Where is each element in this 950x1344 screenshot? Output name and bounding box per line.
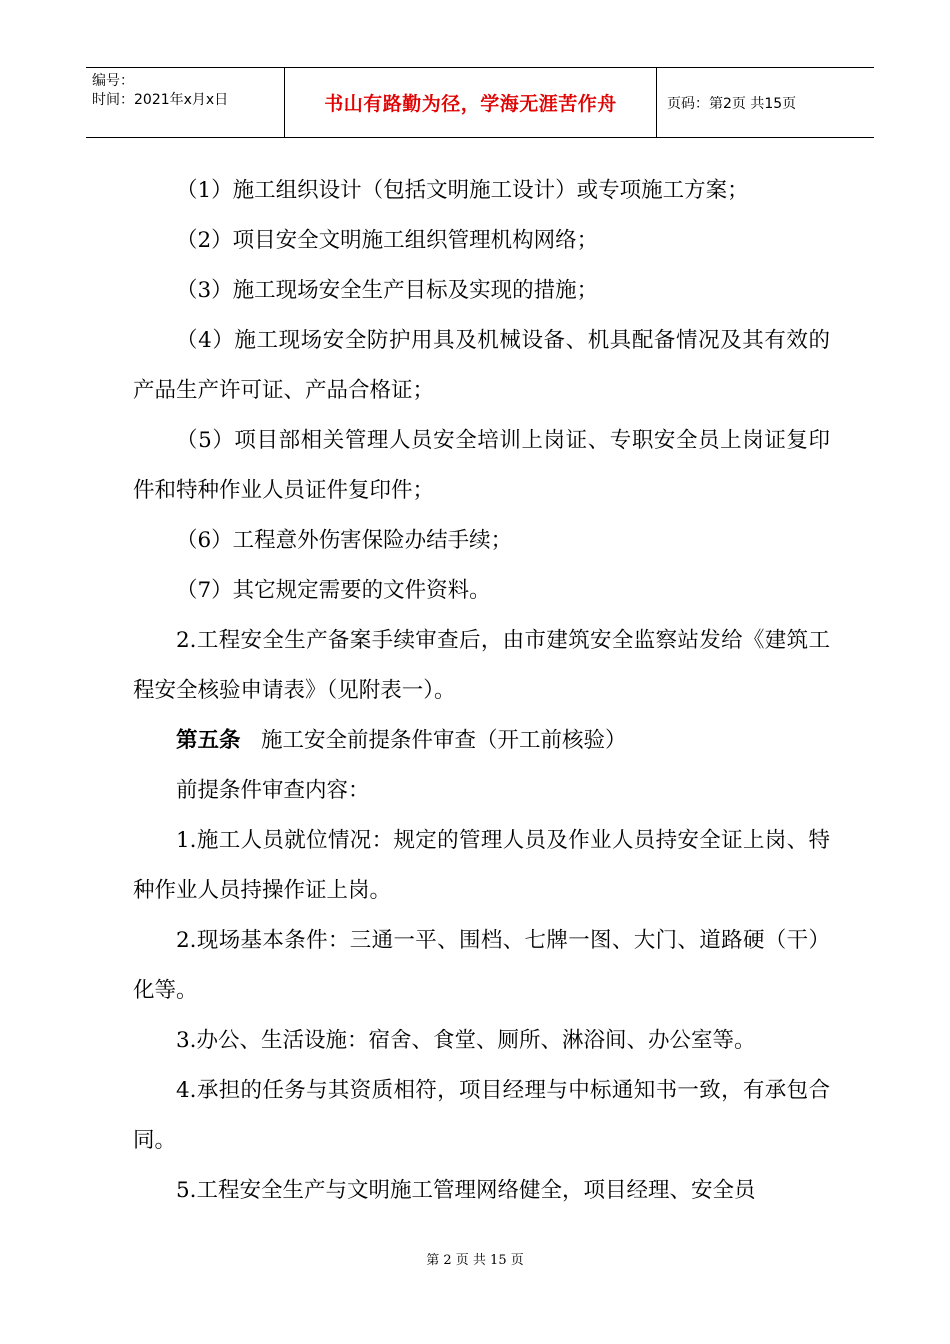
paragraph: （7）其它规定需要的文件资料。: [176, 578, 491, 603]
document-body: [133, 166, 830, 1216]
paragraph: （5）项目部相关管理人员安全培训上岗证、专职安全员上岗证复印件和特种作业人员证件复印件；: [133, 428, 830, 503]
page-header: [86, 67, 874, 138]
paragraph: （1）施工组织设计（包括文明施工设计）或专项施工方案；: [176, 178, 749, 203]
paragraph: 3.办公、生活设施：宿舍、食堂、厕所、淋浴间、办公室等。: [176, 1028, 756, 1053]
article-title: 施工安全前提条件审查（开工前核验）: [261, 728, 627, 753]
paragraph: （4）施工现场安全防护用具及机械设备、机具配备情况及其有效的产品生产许可证、产品合格证；: [133, 328, 830, 403]
paragraph: 1.施工人员就位情况：规定的管理人员及作业人员持安全证上岗、特种作业人员持操作证上岗。: [133, 828, 830, 903]
page-footer: 第 2 页 共 15 页: [426, 1253, 524, 1268]
paragraph: （3）施工现场安全生产目标及实现的措施；: [176, 278, 599, 303]
paragraph: 2.现场基本条件：三通一平、围档、七牌一图、大门、道路硬（干）化等。: [133, 928, 830, 1003]
article-label: 第五条: [176, 728, 241, 753]
paragraph: （2）项目安全文明施工组织管理机构网络；: [176, 228, 599, 253]
header-meta: [86, 68, 285, 137]
date-label: 时间：2021年x月x日: [92, 92, 229, 108]
article-heading: [133, 716, 830, 766]
number-label: 编号：: [92, 73, 134, 89]
header-page-number: 页码：第2页 共15页: [667, 95, 797, 112]
paragraph: 5.工程安全生产与文明施工管理网络健全，项目经理、安全员: [176, 1178, 756, 1203]
paragraph: 4.承担的任务与其资质相符，项目经理与中标通知书一致，有承包合同。: [133, 1078, 830, 1153]
header-motto: 书山有路勤为径，学海无涯苦作舟: [285, 68, 657, 137]
paragraph: 前提条件审查内容：: [176, 778, 370, 803]
paragraph: 2.工程安全生产备案手续审查后，由市建筑安全监察站发给《建筑工程安全核验申请表》（见附表一）。: [133, 628, 830, 703]
paragraph: （6）工程意外伤害保险办结手续；: [176, 528, 513, 553]
